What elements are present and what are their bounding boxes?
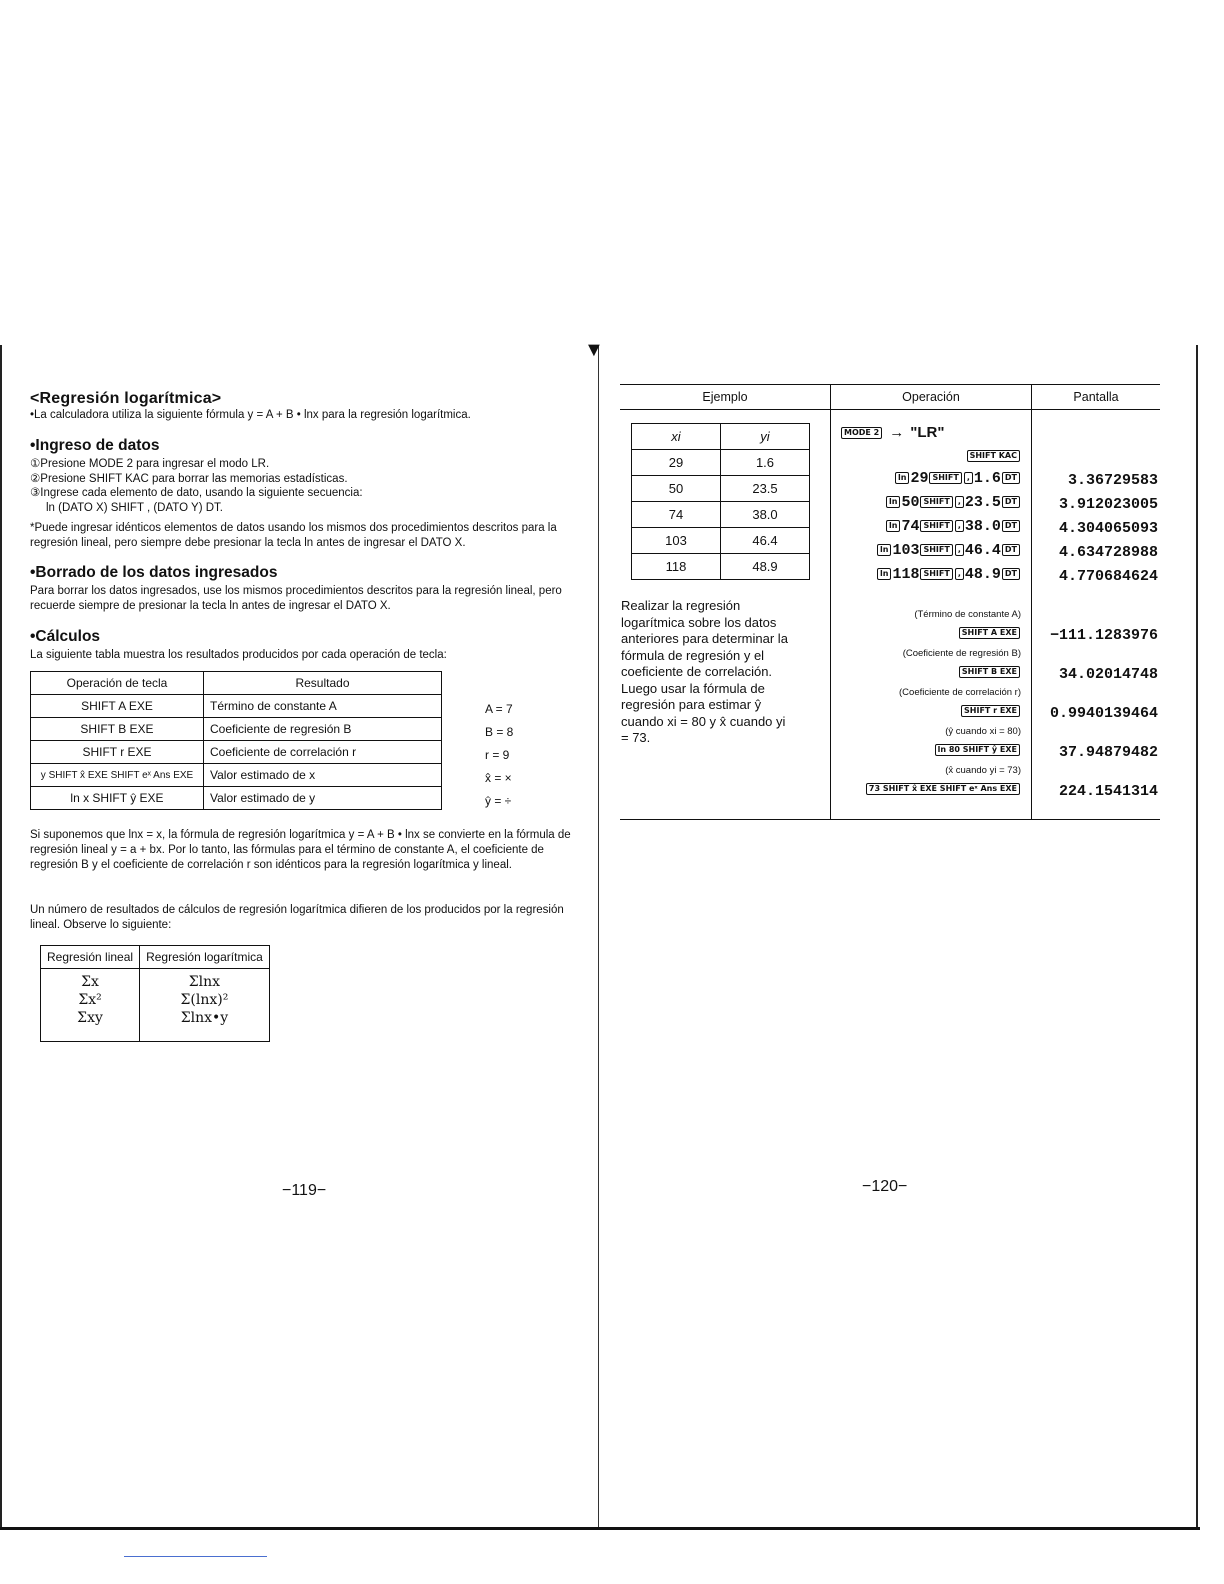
col-header-display: Pantalla xyxy=(1032,385,1161,410)
example-table xyxy=(620,384,1160,820)
y-value: 48.9 xyxy=(964,566,1001,583)
sum-item: Σlnx xyxy=(188,974,221,990)
calc-keys: SHIFT A EXE xyxy=(959,627,1020,639)
page-number-left: −119− xyxy=(282,1182,327,1199)
binding-mark-icon: ▼ xyxy=(584,339,604,361)
op-caption: (Coeficiente de regresión B) xyxy=(902,648,1021,659)
data-entry-op: ln 103 SHIFT , 46.4 DT xyxy=(832,539,1021,563)
step-1: ①Presione MODE 2 para ingresar el modo LR. xyxy=(30,458,270,470)
op-caption: (x̂ cuando yi = 73) xyxy=(945,765,1021,776)
key-operations-table xyxy=(30,671,442,810)
y-value: 1.6 xyxy=(973,470,1001,487)
delete-text: Para borrar los datos ingresados, use los mismos procedimientos descritos para la regresión lineal, pero recuerde siempre de presionar la tecla ln antes de ingresar el DATO X. xyxy=(30,585,562,612)
yi-value: 48.9 xyxy=(721,554,810,580)
mode-keys: MODE 2 xyxy=(841,427,882,439)
calc-op xyxy=(832,661,1021,685)
xi-value: 29 xyxy=(632,450,721,476)
table-row xyxy=(632,476,810,502)
col-header-example: Ejemplo xyxy=(620,385,831,410)
col-header-yi: yi xyxy=(721,424,810,450)
table-row xyxy=(31,718,442,741)
key-sequence: SHIFT B EXE xyxy=(31,718,204,741)
sum-item: Σx xyxy=(81,974,99,990)
display-value: 3.912023005 xyxy=(1058,496,1158,513)
page-gutter-divider xyxy=(598,345,599,1527)
display-cell xyxy=(1032,410,1161,820)
display-value: 3.36729583 xyxy=(1067,472,1158,489)
mode-line xyxy=(832,421,1021,445)
display-value: 4.770684624 xyxy=(1058,568,1158,585)
col-header-operation: Operación de tecla xyxy=(31,672,204,695)
step-3: ③Ingrese cada elemento de dato, usando la siguiente secuencia: xyxy=(30,487,363,499)
op-caption: (ŷ cuando xi = 80) xyxy=(945,726,1021,737)
yi-value: 46.4 xyxy=(721,528,810,554)
calc-keys: SHIFT r EXE xyxy=(961,705,1020,717)
entry-sequence: ln (DATO X) SHIFT , (DATO Y) DT. xyxy=(46,501,223,514)
page-border-right xyxy=(1196,345,1198,1530)
sum-item: Σx² xyxy=(78,992,102,1008)
linear-sums xyxy=(41,969,140,1042)
sum-item: Σxy xyxy=(77,1010,103,1026)
display-value: 4.634728988 xyxy=(1058,544,1158,561)
clear-keys: SHIFT KAC xyxy=(967,450,1020,462)
key-sequence: ln x SHIFT ŷ EXE xyxy=(31,787,204,810)
result-text: Valor estimado de y xyxy=(204,787,442,810)
step-2: ②Presione SHIFT KAC para borrar las memorias estadísticas. xyxy=(30,472,348,485)
calculations-heading: •Cálculos xyxy=(30,628,101,645)
example-description: Realizar la regresión logarítmica sobre los datos anteriores para determinar la fórmula de regresión y el coeficiente de correlación. Luego usar la fórmula de regresión para estimar ŷ cuando xi = 80 y x̂ cuando yi = 73. xyxy=(621,598,788,745)
sum-item: Σlnx•y xyxy=(180,1010,229,1026)
key-sequence: SHIFT r EXE xyxy=(31,741,204,764)
shortcut-key: B = 8 xyxy=(485,725,514,739)
table-row xyxy=(632,528,810,554)
x-value: 50 xyxy=(901,494,920,511)
calc-keys: SHIFT B EXE xyxy=(959,666,1020,678)
display-value: −111.1283976 xyxy=(1049,627,1158,644)
stray-underline xyxy=(124,1556,267,1557)
page-number-right: −120− xyxy=(862,1178,908,1195)
page-border-left xyxy=(0,345,2,1530)
table-row xyxy=(31,764,442,787)
data-entry-op: ln 74 SHIFT , 38.0 DT xyxy=(832,515,1021,539)
xi-value: 50 xyxy=(632,476,721,502)
display-value: 4.304065093 xyxy=(1058,520,1158,537)
shortcut-key: x̂ = × xyxy=(485,771,512,785)
calc-keys: 73 SHIFT x̂ EXE SHIFT eˣ Ans EXE xyxy=(866,783,1020,795)
yi-value: 38.0 xyxy=(721,502,810,528)
right-page xyxy=(620,384,1160,820)
data-entry-heading: •Ingreso de datos xyxy=(30,437,160,454)
key-sequence: y SHIFT x̂ EXE SHIFT eˣ Ans EXE xyxy=(31,764,204,787)
delete-heading: •Borrado de los datos ingresados xyxy=(30,564,278,581)
section-title: <Regresión logarítmica> xyxy=(30,390,222,407)
calculations-text: La siguiente tabla muestra los resultados producidos por cada operación de tecla: xyxy=(30,649,447,661)
yi-value: 23.5 xyxy=(721,476,810,502)
shortcut-key: ŷ = ÷ xyxy=(485,794,512,808)
calc-op xyxy=(832,778,1021,802)
table-row xyxy=(31,741,442,764)
table-row xyxy=(31,695,442,718)
yi-value: 1.6 xyxy=(721,450,810,476)
data-entry-note: *Puede ingresar idénticos elementos de datos usando los mismos dos procedimientos descritos para la regresión lineal, pero siempre debe presionar la tecla ln antes de ingresar el DATO X. xyxy=(30,522,557,549)
table-row xyxy=(632,554,810,580)
x-value: 118 xyxy=(892,566,920,583)
display-value: 34.02014748 xyxy=(1058,666,1158,683)
table-row xyxy=(632,450,810,476)
calc-op xyxy=(832,700,1021,724)
shortcut-key: A = 7 xyxy=(485,702,513,716)
display-value: 224.1541314 xyxy=(1058,783,1158,800)
calc-op xyxy=(832,739,1021,763)
col-header-linear: Regresión lineal xyxy=(41,946,140,969)
data-table xyxy=(631,423,810,580)
display-value: 0.9940139464 xyxy=(1049,705,1158,722)
xi-value: 118 xyxy=(632,554,721,580)
x-value: 29 xyxy=(910,470,929,487)
y-value: 46.4 xyxy=(964,542,1001,559)
result-text: Término de constante A xyxy=(204,695,442,718)
col-header-operation: Operación xyxy=(831,385,1032,410)
arrow-icon: → xyxy=(892,425,902,442)
result-text: Valor estimado de x xyxy=(204,764,442,787)
mode-label: "LR" xyxy=(910,424,945,441)
sum-item: Σ(lnx)² xyxy=(180,992,229,1008)
display-value: 37.94879482 xyxy=(1058,744,1158,761)
xi-value: 74 xyxy=(632,502,721,528)
x-value: 103 xyxy=(892,542,920,559)
table-row xyxy=(31,787,442,810)
y-value: 23.5 xyxy=(964,494,1001,511)
result-text: Coeficiente de correlación r xyxy=(204,741,442,764)
col-header-result: Resultado xyxy=(204,672,442,695)
key-sequence: SHIFT A EXE xyxy=(31,695,204,718)
page-border-bottom xyxy=(0,1527,1200,1530)
clear-line xyxy=(832,445,1021,467)
paragraph-differences: Un número de resultados de cálculos de regresión logarítmica difieren de los producidos por la regresión lineal. Observe lo siguiente: xyxy=(30,904,564,931)
example-cell xyxy=(620,410,831,820)
x-value: 74 xyxy=(901,518,920,535)
comparison-table xyxy=(40,945,270,1042)
calc-keys: ln 80 SHIFT ŷ EXE xyxy=(935,744,1020,756)
data-entry-op: ln 50 SHIFT , 23.5 DT xyxy=(832,491,1021,515)
y-value: 38.0 xyxy=(964,518,1001,535)
operation-cell xyxy=(831,410,1032,820)
paragraph-equivalence: Si suponemos que lnx = x, la fórmula de regresión logarítmica y = A + B • lnx se convierte en la fórmula de regresión lineal y = a + bx. Por lo tanto, las fórmulas para el término de constante A, el coeficiente de regresión B y el coeficiente de correlación r son idénticos para la regresión logarítmica y lineal. xyxy=(30,829,571,871)
col-header-xi: xi xyxy=(632,424,721,450)
intro-text: •La calculadora utiliza la siguiente fórmula y = A + B • lnx para la regresión logarítmica. xyxy=(30,409,471,421)
data-entry-op: ln 29 SHIFT , 1.6 DT xyxy=(832,467,1021,491)
result-text: Coeficiente de regresión B xyxy=(204,718,442,741)
op-caption: (Término de constante A) xyxy=(914,609,1021,620)
data-entry-op: ln 118 SHIFT , 48.9 DT xyxy=(832,563,1021,587)
xi-value: 103 xyxy=(632,528,721,554)
shortcut-key: r = 9 xyxy=(485,748,510,762)
calc-op xyxy=(832,622,1021,646)
log-sums xyxy=(140,969,270,1042)
table-row xyxy=(632,502,810,528)
op-caption: (Coeficiente de correlación r) xyxy=(899,687,1021,698)
col-header-log: Regresión logarítmica xyxy=(140,946,270,969)
left-page xyxy=(30,390,585,1042)
